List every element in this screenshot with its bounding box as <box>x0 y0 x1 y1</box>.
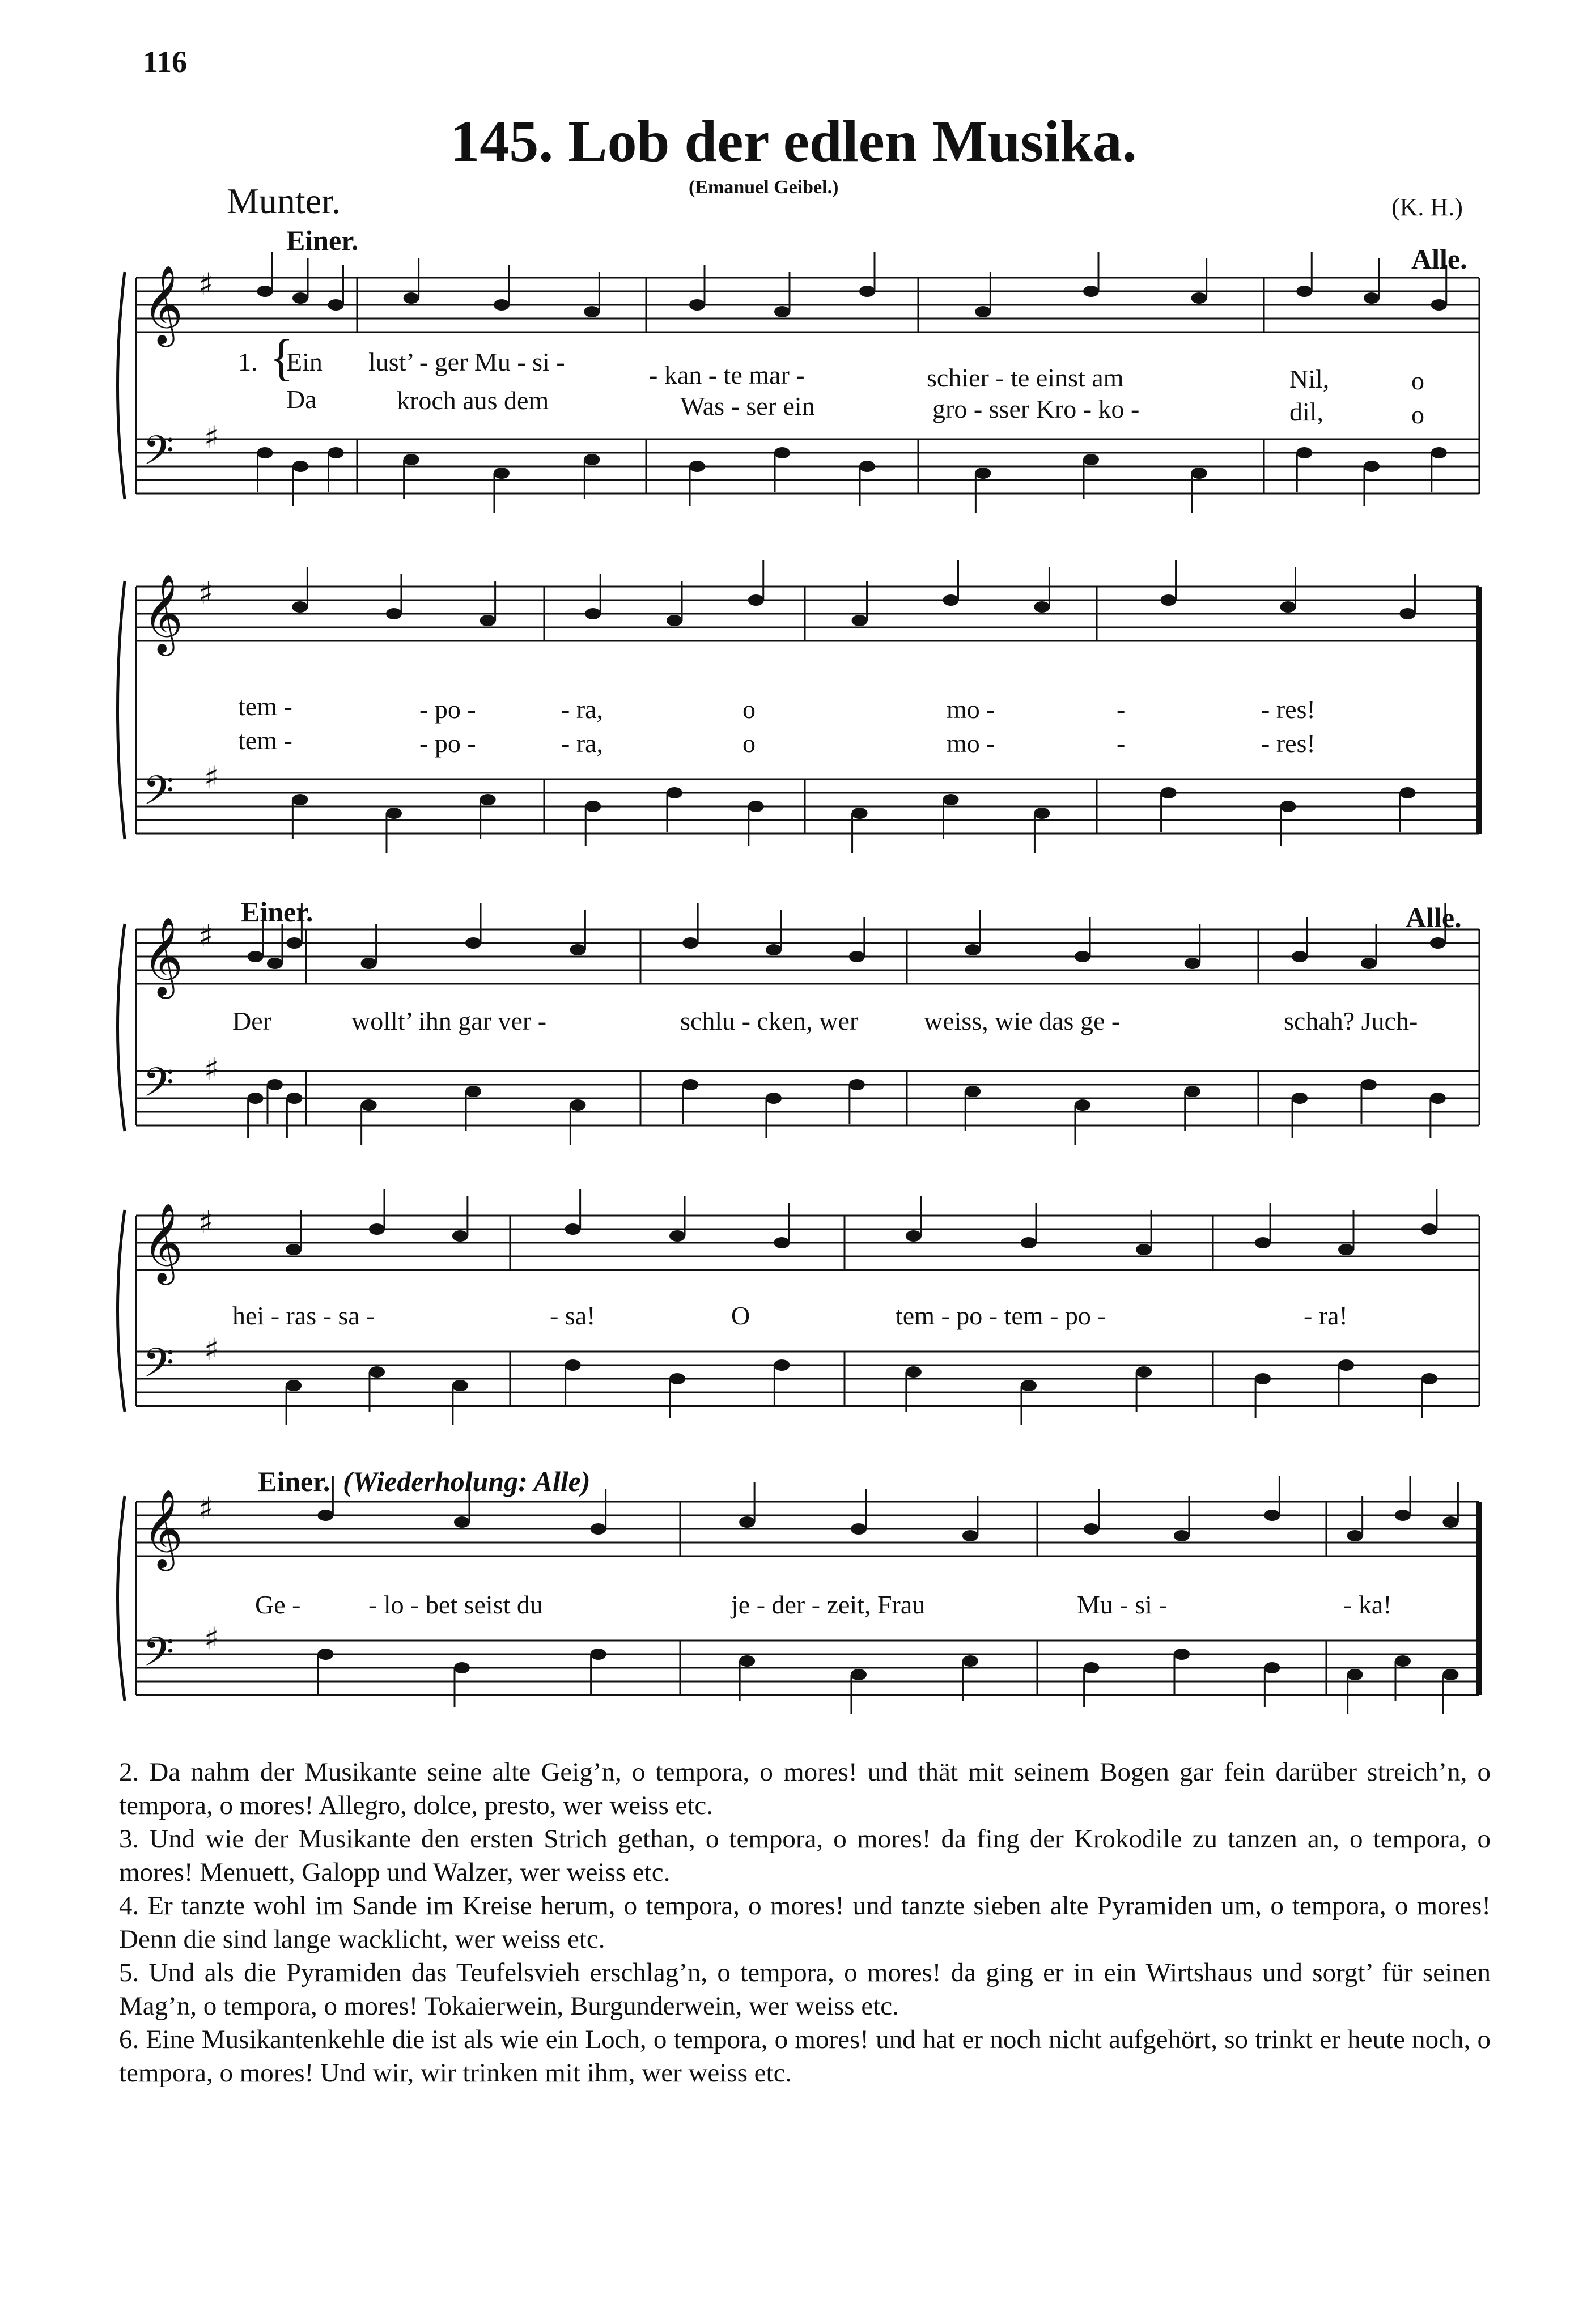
note-head <box>328 447 344 458</box>
note-head <box>494 468 510 479</box>
note-head <box>286 1093 302 1104</box>
lyric: - sa! <box>550 1301 596 1330</box>
note-head <box>1136 1244 1152 1255</box>
arranger-credit: (K. H.) <box>1391 193 1463 221</box>
treble-clef-icon: 𝄞 <box>143 1489 183 1568</box>
note-head <box>591 1523 606 1535</box>
note-head <box>667 615 682 626</box>
lyric: schier - te einst am <box>927 363 1124 392</box>
note-head <box>689 299 705 311</box>
note-head <box>465 937 481 949</box>
sharp-icon: ♯ <box>204 1051 219 1087</box>
note-head <box>1421 1223 1437 1235</box>
note-head <box>257 447 273 458</box>
alle-mark: Alle. <box>1406 902 1462 933</box>
note-head <box>361 958 377 969</box>
note-head <box>369 1366 385 1378</box>
note-head <box>292 461 308 472</box>
note-head <box>584 454 600 465</box>
note-head <box>739 1516 755 1528</box>
lyric: - res! <box>1261 695 1316 724</box>
note-head <box>1421 1373 1437 1384</box>
note-head <box>1034 601 1050 613</box>
note-head <box>1264 1510 1280 1521</box>
note-head <box>851 1523 867 1535</box>
sharp-icon: ♯ <box>198 1490 214 1526</box>
note-head <box>1075 951 1090 962</box>
lyricist-credit: (Emanuel Geibel.) <box>689 177 839 198</box>
note-head <box>1296 447 1312 458</box>
repeat-instruction: (Wiederholung: Alle) <box>343 1465 591 1497</box>
note-head <box>689 461 705 472</box>
page-number: 116 <box>143 45 188 79</box>
lyric: Nil, <box>1289 364 1330 393</box>
note-head <box>317 1510 333 1521</box>
note-head <box>1161 787 1177 798</box>
sharp-icon: ♯ <box>204 1621 219 1656</box>
note-head <box>739 1655 755 1667</box>
note-head <box>906 1366 922 1378</box>
note-head <box>1430 937 1446 949</box>
note-head <box>774 306 790 317</box>
note-head <box>591 1649 606 1660</box>
note-head <box>852 808 868 819</box>
note-head <box>328 299 344 311</box>
lyric: - ra! <box>1304 1301 1348 1330</box>
lyric: dil, <box>1289 397 1324 426</box>
note-head <box>1174 1530 1190 1541</box>
bass-clef-icon: 𝄢 <box>143 427 175 484</box>
lyric: - ra, <box>561 729 604 758</box>
verse-number: 1. <box>238 347 258 376</box>
note-head <box>292 601 308 613</box>
note-head <box>1191 292 1207 304</box>
note-head <box>454 1662 470 1673</box>
note-head <box>849 951 865 962</box>
note-head <box>774 1237 790 1248</box>
sharp-icon: ♯ <box>204 759 219 795</box>
note-head <box>943 794 959 805</box>
note-head <box>1280 801 1296 812</box>
treble-clef-icon: 𝄞 <box>143 917 183 996</box>
note-head <box>286 937 302 949</box>
note-head <box>1264 1662 1280 1673</box>
lyric: Da <box>286 385 317 414</box>
song-title: 145. Lob der edlen Musika. <box>450 109 1137 174</box>
bass-clef-icon: 𝄢 <box>143 767 175 824</box>
note-head <box>267 1079 283 1090</box>
note-head <box>1430 1093 1446 1104</box>
note-head <box>1364 461 1380 472</box>
sharp-icon: ♯ <box>198 266 214 302</box>
note-head <box>292 292 308 304</box>
note-head <box>965 944 981 955</box>
lyric: - res! <box>1261 729 1316 758</box>
note-head <box>975 306 991 317</box>
verse-6: 6. Eine Musikantenkehle die ist als wie ein Loch, o tempora, o mores! und hat er noch nicht aufgehört, so trinkt er heute noch, o tempora, o mores! Und wir, wir trinken mit ihm, wer weiss etc. <box>119 2025 1491 2088</box>
note-head <box>748 801 764 812</box>
note-head <box>1442 1669 1458 1680</box>
note-head <box>1395 1655 1411 1667</box>
note-head <box>257 286 273 297</box>
note-head <box>766 1093 782 1104</box>
note-head <box>465 1086 481 1097</box>
alle-mark: Alle. <box>1411 243 1467 275</box>
note-head <box>943 594 959 606</box>
lyric: schah? Juch- <box>1284 1006 1418 1035</box>
note-head <box>1174 1649 1190 1660</box>
note-head <box>386 808 402 819</box>
note-head <box>570 1099 585 1111</box>
lyric: Ge - <box>255 1590 301 1619</box>
note-head <box>1399 787 1415 798</box>
note-head <box>849 1079 865 1090</box>
note-head <box>1185 1086 1200 1097</box>
note-head <box>766 944 782 955</box>
note-head <box>667 787 682 798</box>
brace-icon <box>118 1210 125 1412</box>
note-head <box>1431 299 1447 311</box>
tempo-marking: Munter. <box>227 181 341 221</box>
note-head <box>452 1380 468 1391</box>
note-head <box>1292 951 1308 962</box>
note-head <box>248 1093 264 1104</box>
verse-3: 3. Und wie der Musikante den ersten Strich gethan, o tempora, o mores! da fing der Krokodile zu tanzen an, o tempora, o mores! Menuett, Galopp und Walzer, wer weiss etc. <box>119 1824 1491 1887</box>
note-head <box>1361 1079 1377 1090</box>
brace-icon <box>118 1496 125 1701</box>
einer-mark: Einer. <box>286 224 359 256</box>
note-head <box>906 1230 922 1242</box>
note-head <box>1364 292 1380 304</box>
treble-clef-icon: 𝄞 <box>143 1203 183 1282</box>
sharp-icon: ♯ <box>204 419 219 455</box>
lyric: wollt’ ihn gar ver - <box>351 1006 547 1035</box>
note-head <box>748 594 764 606</box>
bass-clef-icon: 𝄢 <box>143 1059 175 1116</box>
lyric: - po - <box>419 695 476 724</box>
sharp-icon: ♯ <box>204 1332 219 1367</box>
treble-clef-icon: 𝄞 <box>143 574 183 653</box>
note-head <box>480 794 496 805</box>
note-head <box>962 1655 978 1667</box>
note-head <box>585 608 601 619</box>
note-head <box>1280 601 1296 613</box>
note-head <box>565 1359 581 1371</box>
lyric: - kan - te mar - <box>649 360 805 389</box>
note-head <box>286 1380 302 1391</box>
lyric: Der <box>232 1006 271 1035</box>
note-head <box>248 951 264 962</box>
note-head <box>1296 286 1312 297</box>
verse-5: 5. Und als die Pyramiden das Teufelsvieh erschlag’n, o tempora, o mores! da ging er in ein Wirtshaus und sorgt’ für seinen Mag’n, o tempora, o mores! Tokaierwein, Burgunderwein, wer weiss etc. <box>119 1958 1491 2021</box>
note-head <box>1084 1662 1100 1673</box>
lyric: - po - <box>419 729 476 758</box>
note-head <box>267 958 283 969</box>
verse-2: 2. Da nahm der Musikante seine alte Geig’n, o tempora, o mores! und thät mit seinem Bogen gar fein darüber streich’n, o tempora, o mores! Allegro, dolce, presto, wer weiss etc. <box>119 1757 1491 1820</box>
note-head <box>452 1230 468 1242</box>
note-head <box>404 454 419 465</box>
note-head <box>480 615 496 626</box>
brace-icon <box>118 924 125 1131</box>
note-head <box>859 286 875 297</box>
sharp-icon: ♯ <box>198 575 214 611</box>
note-head <box>965 1086 981 1097</box>
lyric: - <box>1117 695 1126 724</box>
note-head <box>962 1530 978 1541</box>
note-head <box>1361 958 1377 969</box>
note-head <box>774 1359 790 1371</box>
note-head <box>1021 1380 1037 1391</box>
lyric: tem - <box>238 692 292 721</box>
lyric: gro - sser Kro - ko - <box>932 394 1140 423</box>
note-head <box>584 306 600 317</box>
note-head <box>494 299 510 311</box>
note-head <box>669 1230 685 1242</box>
note-head <box>1136 1366 1152 1378</box>
lyric: Was - ser ein <box>680 392 815 420</box>
lyric: o <box>742 695 756 724</box>
note-head <box>404 292 419 304</box>
note-head <box>975 468 991 479</box>
lyric: tem - <box>238 726 292 755</box>
note-head <box>1083 286 1099 297</box>
note-head <box>1442 1516 1458 1528</box>
note-head <box>585 801 601 812</box>
lyric: o <box>1411 400 1424 429</box>
lyric: hei - ras - sa - <box>232 1301 375 1330</box>
note-head <box>1075 1099 1090 1111</box>
note-head <box>1338 1359 1354 1371</box>
lyric: lust’ - ger Mu - si - <box>368 347 565 376</box>
note-head <box>1191 468 1207 479</box>
lyric: - ka! <box>1343 1590 1392 1619</box>
lyric: Ein <box>286 347 323 376</box>
verse-4: 4. Er tanzte wohl im Sande im Kreise herum, o tempora, o mores! und tanzte sieben alte Pyramiden um, o tempora, o mores! Denn die sind lange wacklicht, wer weiss etc. <box>119 1891 1491 1954</box>
lyric: - <box>1117 729 1126 758</box>
note-head <box>565 1223 581 1235</box>
note-head <box>1161 594 1177 606</box>
note-head <box>682 1079 698 1090</box>
lyric: o <box>742 729 756 758</box>
verse-brace: { <box>269 330 294 386</box>
note-head <box>1338 1244 1354 1255</box>
brace-icon <box>118 272 125 499</box>
lyric: mo - <box>947 695 995 724</box>
treble-clef-icon: 𝄞 <box>143 265 183 344</box>
note-head <box>570 944 585 955</box>
lyric: o <box>1411 366 1424 395</box>
note-head <box>1347 1530 1363 1541</box>
note-head <box>386 608 402 619</box>
lyric: schlu - cken, wer <box>680 1006 859 1035</box>
note-head <box>1292 1093 1308 1104</box>
note-head <box>1021 1237 1037 1248</box>
note-head <box>361 1099 377 1111</box>
einer-mark: Einer. <box>241 896 313 928</box>
note-head <box>1185 958 1200 969</box>
lyric: kroch aus dem <box>397 386 549 415</box>
lyric: je - der - zeit, Frau <box>731 1590 926 1619</box>
note-head <box>774 447 790 458</box>
note-head <box>1255 1373 1271 1384</box>
brace-icon <box>118 581 125 839</box>
note-head <box>851 1669 867 1680</box>
note-head <box>292 794 308 805</box>
sharp-icon: ♯ <box>198 1204 214 1240</box>
lyric: tem - po - tem - po - <box>896 1301 1106 1330</box>
note-head <box>1083 454 1099 465</box>
note-head <box>454 1516 470 1528</box>
note-head <box>682 937 698 949</box>
note-head <box>852 615 868 626</box>
additional-verses <box>119 1756 1491 2090</box>
lyric: - ra, <box>561 695 604 724</box>
lyric: - lo - bet seist du <box>368 1590 543 1619</box>
note-head <box>286 1244 302 1255</box>
bass-clef-icon: 𝄢 <box>143 1629 175 1685</box>
sharp-icon: ♯ <box>198 918 214 954</box>
bass-clef-icon: 𝄢 <box>143 1340 175 1396</box>
note-head <box>669 1373 685 1384</box>
note-head <box>1395 1510 1411 1521</box>
note-head <box>859 461 875 472</box>
note-head <box>1084 1523 1100 1535</box>
lyric: Mu - si - <box>1077 1590 1168 1619</box>
lyric: O <box>731 1301 750 1330</box>
lyric: weiss, wie das ge - <box>924 1006 1121 1035</box>
lyric: mo - <box>947 729 995 758</box>
note-head <box>1399 608 1415 619</box>
note-head <box>317 1649 333 1660</box>
note-head <box>1431 447 1447 458</box>
note-head <box>369 1223 385 1235</box>
einer-mark: Einer. <box>258 1465 330 1497</box>
note-head <box>1255 1237 1271 1248</box>
note-head <box>1034 808 1050 819</box>
note-head <box>1347 1669 1363 1680</box>
